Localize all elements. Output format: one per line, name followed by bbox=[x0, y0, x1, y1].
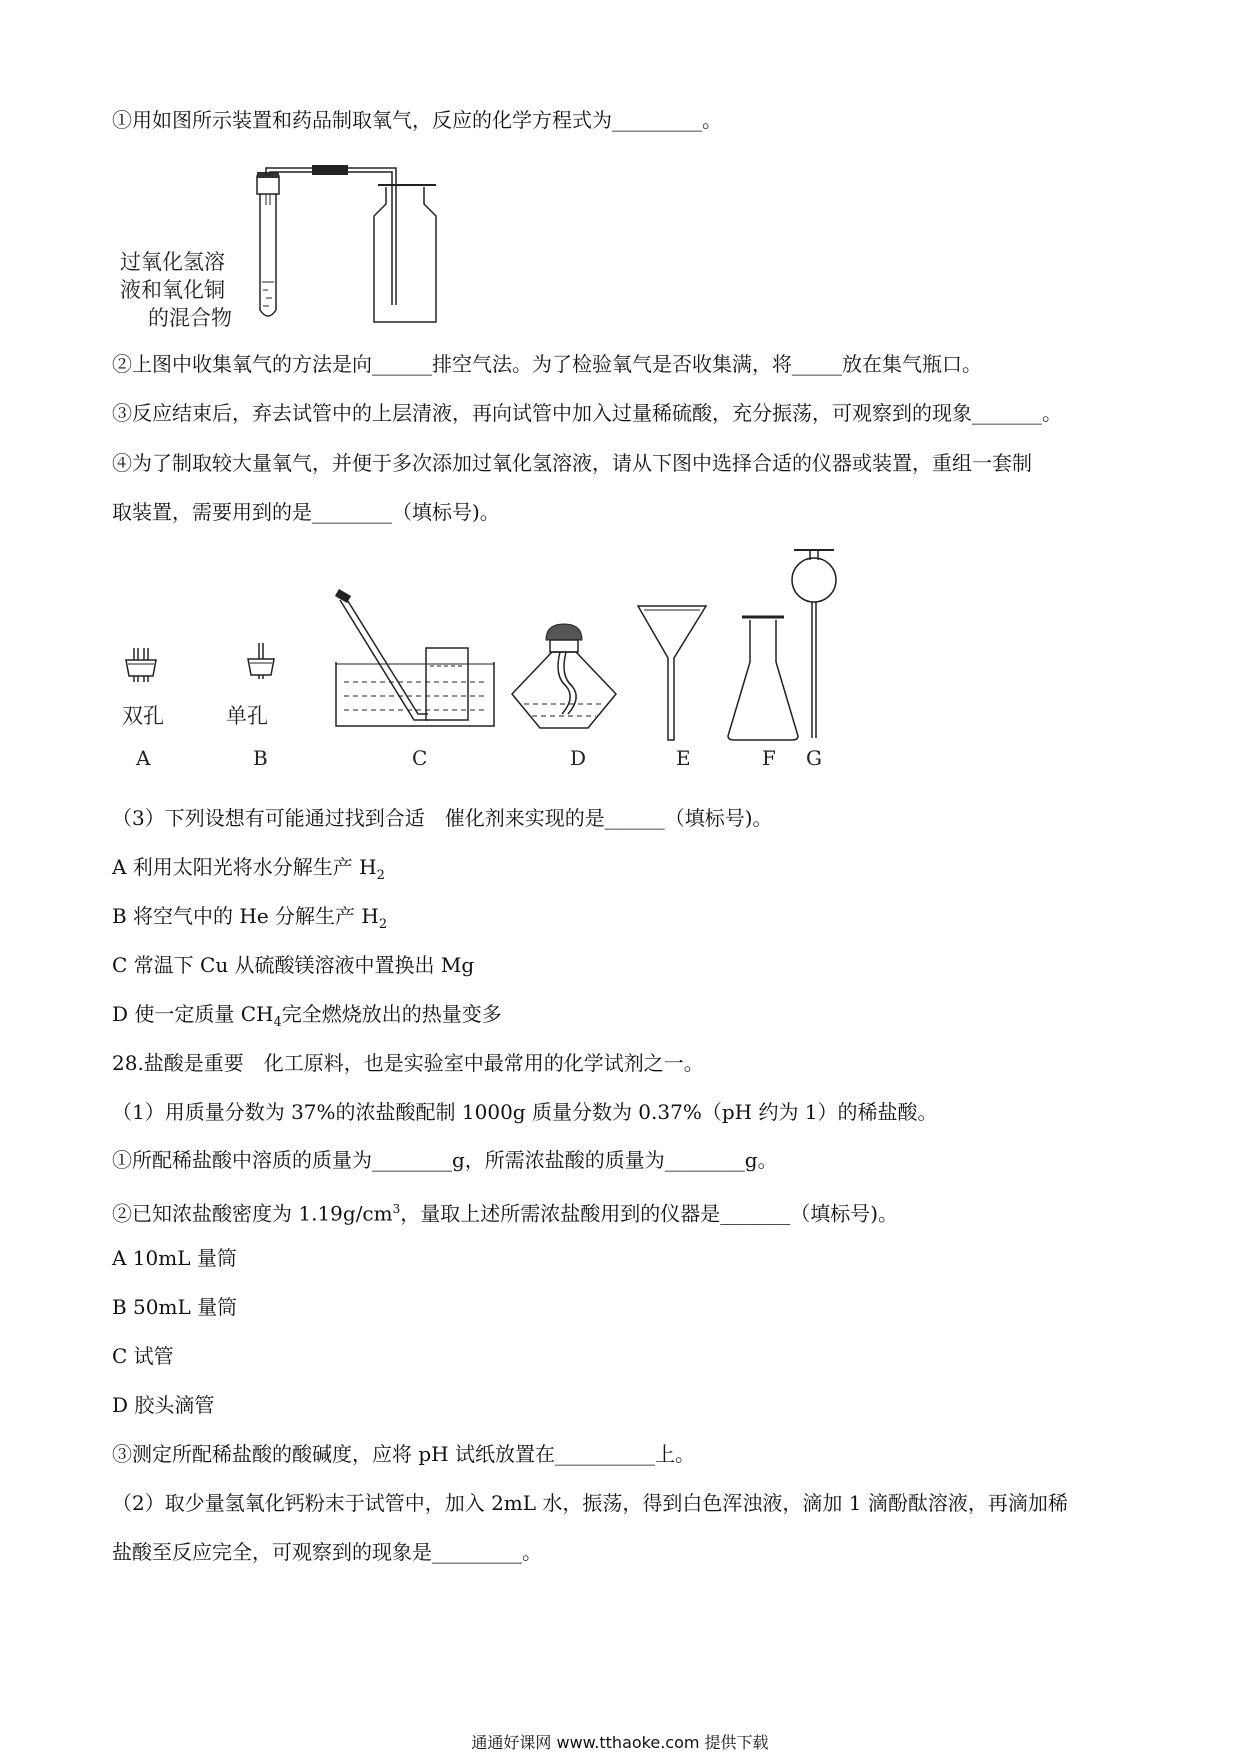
label-b: B bbox=[253, 746, 268, 770]
question-28-stem: 28.盐酸是重要 化工原料，也是实验室中最常用的化学试剂之一。 bbox=[112, 1051, 704, 1075]
fig1-label-line-2: 液和氧化铜 bbox=[120, 278, 225, 302]
long-neck-funnel-diagram bbox=[786, 548, 842, 740]
funnel-diagram bbox=[636, 604, 708, 742]
question-1-text: ①用如图所示装置和药品制取氧气，反应的化学方程式为_________。 bbox=[112, 108, 722, 132]
question-4-line-1: ④为了制取较大量氧气，并便于多次添加过氧化氢溶液，请从下图中选择合适的仪器或装置，重组一套制 bbox=[112, 451, 1032, 475]
label-one-hole: 单孔 bbox=[226, 704, 268, 728]
two-hole-stopper-diagram bbox=[124, 648, 158, 690]
question-28-part-1: （1）用质量分数为 37%的浓盐酸配制 1000g 质量分数为 0.37%（pH 约为 1）的稀盐酸。 bbox=[112, 1100, 938, 1124]
label-f: F bbox=[762, 746, 776, 770]
one-hole-stopper-diagram bbox=[246, 643, 276, 689]
question-28-option-d: D 胶头滴管 bbox=[112, 1393, 215, 1417]
water-trough-diagram bbox=[296, 592, 502, 732]
question-28-part-2-line-1: （2）取少量氢氧化钙粉末于试管中，加入 2mL 水，振荡，得到白色浑浊液，滴加 1 滴酚酞溶液，再滴加稀 bbox=[112, 1491, 1068, 1515]
question-28-part-1b: ②已知浓盐酸密度为 $1.19g/cm^3$，量取上述所需浓盐酸用到的仪器是_______（填标号)。 bbox=[112, 1201, 899, 1226]
page-footer: 通通好课网 www.tthaoke.com 提供下载 bbox=[471, 1733, 769, 1752]
part-3-option-c: C 常温下 Cu 从硫酸镁溶液中置换出 Mg bbox=[112, 953, 475, 977]
alcohol-lamp-diagram bbox=[508, 610, 620, 736]
fig1-label-line-1: 过氧化氢溶 bbox=[120, 250, 225, 274]
question-4-line-2: 取装置，需要用到的是________（填标号)。 bbox=[112, 500, 500, 524]
oxygen-apparatus-diagram bbox=[250, 160, 450, 325]
label-c: C bbox=[412, 746, 428, 770]
question-2-text: ②上图中收集氧气的方法是向______排空气法。为了检验氧气是否收集满，将_____放在集气瓶口。 bbox=[112, 352, 982, 376]
question-3-text: ③反应结束后，弃去试管中的上层清液，再向试管中加入过量稀硫酸，充分振荡，可观察到的现象_______。 bbox=[112, 401, 1062, 425]
part-3-text: （3）下列设想有可能通过找到合适 催化剂来实现的是______（填标号)。 bbox=[112, 806, 773, 830]
question-28-option-c: C 试管 bbox=[112, 1344, 174, 1368]
part-3-option-b: B 将空气中的 He 分解生产 $H_2$ bbox=[112, 904, 388, 932]
question-28-part-2-line-2: 盐酸至反应完全，可观察到的现象是_________。 bbox=[112, 1540, 542, 1564]
question-28-option-a: A 10mL 量筒 bbox=[112, 1246, 237, 1270]
label-two-hole: 双孔 bbox=[122, 704, 164, 728]
part-3-option-d: D 使一定质量 $CH_4$完全燃烧放出的热量变多 bbox=[112, 1002, 502, 1030]
fig1-label-line-3: 的混合物 bbox=[148, 306, 232, 330]
question-28-part-1a: ①所配稀盐酸中溶质的质量为________g，所需浓盐酸的质量为________g。 bbox=[112, 1148, 778, 1172]
question-28-part-1c: ③测定所配稀盐酸的酸碱度，应将 pH 试纸放置在__________上。 bbox=[112, 1442, 695, 1466]
label-g: G bbox=[806, 746, 822, 770]
part-3-option-a: A 利用太阳光将水分解生产 $H_2$ bbox=[112, 855, 385, 883]
question-28-option-b: B 50mL 量筒 bbox=[112, 1295, 238, 1319]
label-e: E bbox=[676, 746, 691, 770]
label-a: A bbox=[136, 746, 151, 770]
label-d: D bbox=[570, 746, 587, 770]
